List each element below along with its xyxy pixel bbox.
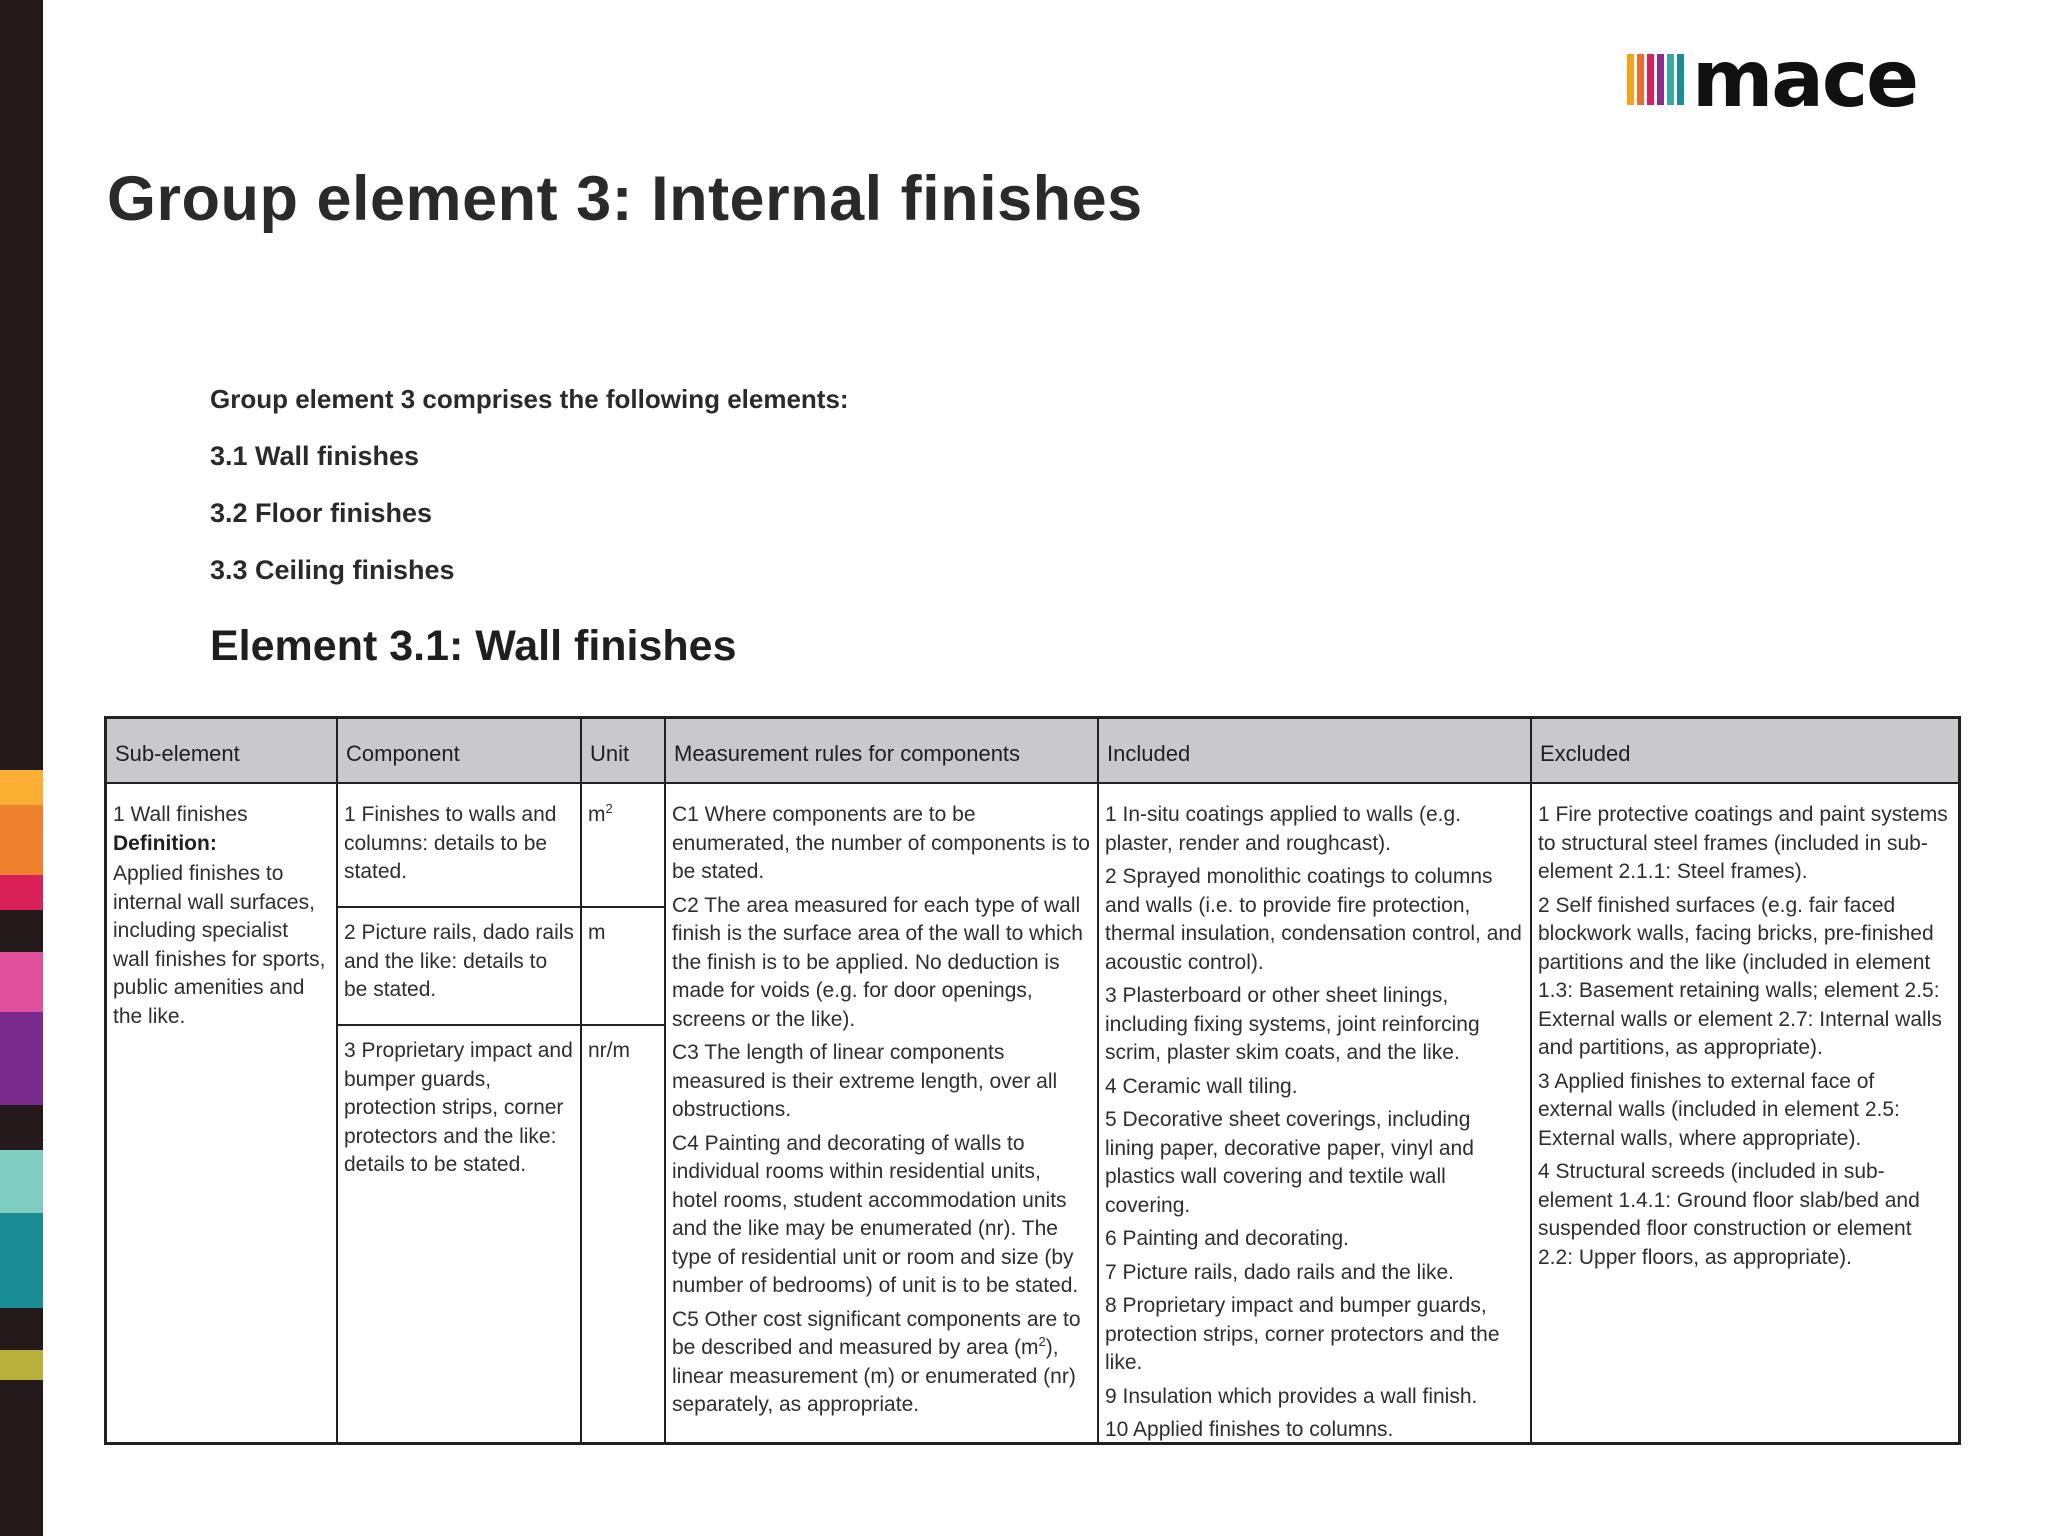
included-item: 4 Ceramic wall tiling. [1105,1074,1298,1098]
definition-text: Applied finishes to internal wall surfaces, including specialist wall finishes for sports, public amenities and the like. [113,862,326,1028]
definition-label: Definition: [113,831,217,855]
included-item: 6 Painting and decorating. [1105,1227,1350,1250]
strip-segment [0,1350,43,1380]
wall-finishes-table [104,716,1961,1445]
row-divider [336,1024,666,1026]
included-item: 3 Plasterboard or other sheet linings, including fixing systems, joint reinforcing scrim, plaster skim coats, and the like. [1105,984,1480,1064]
excluded-item: 2 Self finished surfaces (e.g. fair faced blockwork walls, facing bricks, pre-finished partitions and the like (included in element 1.3: Basement retaining walls; element 2.5: External walls or element 2.7: Internal walls and partitions, as appropriate). [1538,893,1942,1059]
excluded-item: 3 Applied finishes to external face of external walls (included in element 2.5: External walls, where appropriate). [1538,1069,1900,1150]
component-cell: 1 Finishes to walls and columns: details to be stated. [344,803,557,883]
element-list [210,440,455,611]
header-included: Included [1107,741,1191,766]
rule-superscript: 2 [1038,1334,1046,1349]
excluded-cell [1532,801,1958,1277]
rule-item [672,1306,1091,1420]
rule-item: C2 The area measured for each type of wall finish is the surface area of the wall to which the finish is to be applied. No deduction is made for voids (e.g. for door openings, screens or the like). [672,893,1083,1031]
strip-segment [0,1012,43,1105]
sub-element-cell [107,801,336,1036]
unit-value: m [588,803,606,826]
mace-logo [1627,35,1918,125]
measurement-rules-cell [666,801,1097,1425]
unit-cell: nr/m [588,1039,630,1062]
included-cell [1099,801,1530,1450]
header-component: Component [346,741,460,766]
header-excluded: Excluded [1540,741,1631,766]
strip-segment [0,1150,43,1213]
included-item: 9 Insulation which provides a wall finish. [1105,1384,1478,1408]
included-item: 1 In-situ coatings applied to walls (e.g. plaster, render and roughcast). [1105,803,1462,855]
rule-text: C5 Other cost significant components are to be described and measured by area (m [672,1307,1081,1359]
included-item: 2 Sprayed monolithic coatings to columns and walls (i.e. to provide fire protection, thermal insulation, condensation control, and acoustic control). [1105,865,1522,974]
unit-cell: m [588,921,606,944]
intro-text: Group element 3 comprises the following elements: [210,384,849,414]
component-cell: 2 Picture rails, dado rails and the like: details to be stated. [344,921,574,1001]
included-item: 7 Picture rails, dado rails and the like. [1105,1260,1455,1284]
strip-segment [0,952,43,1012]
element-list-item: 3.1 Wall finishes [210,441,420,471]
rule-item: C1 Where components are to be enumerated, the number of components is to be stated. [672,803,1090,883]
logo-bars-icon [1627,54,1684,105]
strip-segment [0,805,43,875]
unit-cell [582,801,664,830]
row-divider [336,906,666,908]
included-item: 8 Proprietary impact and bumper guards, protection strips, corner protectors and the like. [1105,1294,1500,1374]
header-sub-element: Sub-element [115,741,240,766]
element-list-item: 3.3 Ceiling finishes [210,555,455,585]
strip-segment [0,770,43,805]
rule-text: ), linear measurement (m) or enumerated (nr) separately, as appropriate. [672,1336,1076,1416]
table-header-row [107,719,1958,784]
rule-item: C4 Painting and decorating of walls to individual rooms within residential units, hotel rooms, student accommodation units and the like may be enumerated (nr). The type of residential unit or room and size (by number of bedrooms) of unit is to be stated. [672,1131,1079,1297]
left-color-strip [0,0,43,1536]
rule-item: C3 The length of linear components measured is their extreme length, over all obstructions. [672,1041,1058,1121]
page-title: Group element 3: Internal finishes [107,164,1143,234]
sub-element-name: 1 Wall finishes [113,803,248,826]
header-unit: Unit [590,741,630,766]
included-item: 5 Decorative sheet coverings, including lining paper, decorative paper, vinyl and plastics wall covering and textile wall covering. [1105,1108,1474,1217]
excluded-item: 1 Fire protective coatings and paint systems to structural steel frames (included in sub-element 2.1.1: Steel frames). [1538,803,1948,883]
logo-wordmark: mace [1692,35,1918,125]
included-item: 10 Applied finishes to columns. [1105,1418,1394,1441]
strip-segment [0,875,43,910]
unit-superscript: 2 [605,801,613,816]
strip-segment [0,1213,43,1308]
component-cell: 3 Proprietary impact and bumper guards, protection strips, corner protectors and the like: details to be stated. [344,1039,573,1176]
header-measurement-rules: Measurement rules for components [674,741,1021,766]
section-title: Element 3.1: Wall finishes [210,622,737,670]
element-list-item: 3.2 Floor finishes [210,498,433,528]
excluded-item: 4 Structural screeds (included in sub-element 1.4.1: Ground floor slab/bed and suspended floor construction or element 2.2: Upper floors, as appropriate). [1538,1160,1920,1269]
